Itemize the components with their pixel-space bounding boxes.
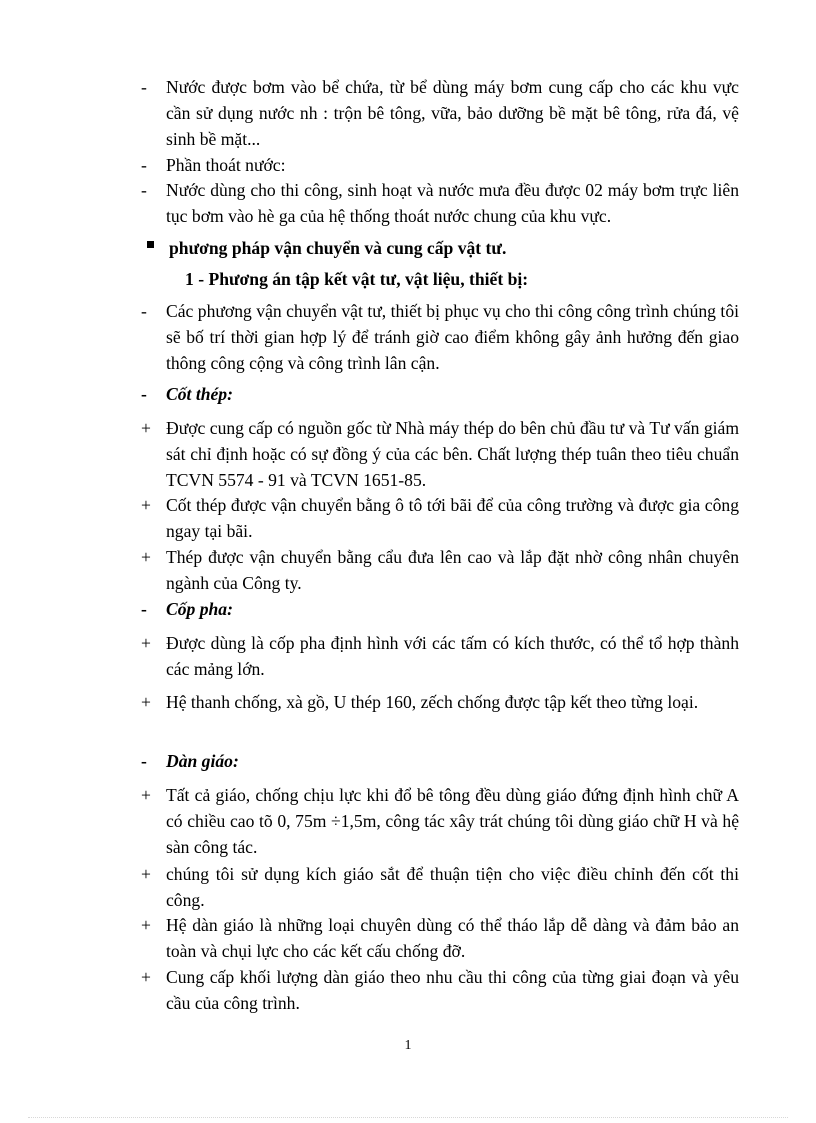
dash-marker: - <box>141 599 147 619</box>
bullet-item <box>141 596 739 622</box>
plus-item <box>141 630 739 682</box>
subsection-label: Cốp pha: <box>166 599 233 619</box>
plus-marker: + <box>141 418 151 438</box>
plus-marker: + <box>141 633 151 653</box>
bullet-text: Nước dùng cho thi công, sinh hoạt và nước mưa đều được 02 máy bơm trực liên tục bơm vào hè ga của hệ thống thoát nước chung của khu vực. <box>166 180 739 226</box>
plus-text: Được dùng là cốp pha định hình với các tấm có kích thước, có thể tổ hợp thành các mảng lớn. <box>166 633 739 679</box>
plus-item <box>141 964 739 1016</box>
plus-marker: + <box>141 915 151 935</box>
bullet-text: Phần thoát nước: <box>166 155 286 175</box>
dash-marker: - <box>141 180 147 200</box>
plus-marker: + <box>141 967 151 987</box>
page-bottom-divider <box>28 1117 788 1118</box>
plus-text: Tất cả giáo, chống chịu lực khi đổ bê tông đều dùng giáo đứng định hình chữ A có chiều cao tõ 0, 75m ÷1,5m, công tác xây trát chúng tôi dùng giáo chữ H và hệ sàn công tác. <box>166 785 739 857</box>
page-number: 1 <box>404 1038 412 1053</box>
bullet-item <box>141 152 739 178</box>
plus-text: chúng tôi sử dụng kích giáo sắt để thuận tiện cho việc điều chỉnh đến cốt thi công. <box>166 864 739 910</box>
plus-text: Cung cấp khối lượng dàn giáo theo nhu cầu thi công của từng giai đoạn và yêu cầu của công trình. <box>166 967 739 1013</box>
subsection-label: Cốt thép: <box>166 384 233 404</box>
square-bullet-icon <box>147 241 154 248</box>
plus-marker: + <box>141 785 151 805</box>
dash-marker: - <box>141 155 147 175</box>
bullet-item <box>141 74 739 152</box>
plus-text: Thép được vận chuyển bằng cẩu đưa lên cao và lắp đặt nhờ công nhân chuyên ngành của Công ty. <box>166 547 739 593</box>
plus-text: Hệ thanh chống, xà gồ, U thép 160, zếch chống được tập kết theo từng loại. <box>166 692 699 712</box>
bullet-item <box>141 298 739 376</box>
plus-text: Được cung cấp có nguồn gốc từ Nhà máy thép do bên chủ đầu tư và Tư vấn giám sát chỉ định hoặc có sự đồng ý của các bên. Chất lượng thép tuân theo tiêu chuẩn TCVN 5574 - 91 và TCVN 1651-85. <box>166 418 739 490</box>
plus-item <box>141 782 739 860</box>
subsection-label: Dàn giáo: <box>166 751 239 771</box>
plus-item <box>141 689 739 715</box>
dash-marker: - <box>141 301 147 321</box>
dash-marker: - <box>141 77 147 97</box>
plus-marker: + <box>141 547 151 567</box>
bullet-item <box>141 381 739 407</box>
subsection-heading: 1 - Phương án tập kết vật tư, vật liệu, thiết bị: <box>185 269 529 289</box>
plus-item <box>141 912 739 964</box>
plus-marker: + <box>141 864 151 884</box>
bullet-text: Các phương vận chuyển vật tư, thiết bị phục vụ cho thi công công trình chúng tôi sẽ bố trí thời gian hợp lý để tránh giờ cao điểm không gây ảnh hưởng đến giao thông công cộng và công trình lân cận. <box>166 301 739 373</box>
bullet-item <box>141 177 739 229</box>
bullet-text: Nước được bơm vào bể chứa, từ bể dùng máy bơm cung cấp cho các khu vực cần sử dụng nước nh : trộn bê tông, vữa, bảo dưỡng bề mặt bê tông, rửa đá, vệ sinh bề mặt... <box>166 77 739 149</box>
plus-item <box>141 861 739 913</box>
plus-item <box>141 544 739 596</box>
plus-text: Hệ dàn giáo là những loại chuyên dùng có thể tháo lắp dễ dàng và đảm bảo an toàn và chụi lực cho các kết cấu chống đỡ. <box>166 915 739 961</box>
plus-text: Cốt thép được vận chuyển bằng ô tô tới bãi để của công trường và được gia công ngay tại bãi. <box>166 495 739 541</box>
dash-marker: - <box>141 751 147 771</box>
dash-marker: - <box>141 384 147 404</box>
plus-marker: + <box>141 692 151 712</box>
plus-item <box>141 492 739 544</box>
section-heading: phương pháp vận chuyển và cung cấp vật tư. <box>169 238 507 258</box>
plus-item <box>141 415 739 493</box>
plus-marker: + <box>141 495 151 515</box>
bullet-item <box>141 748 739 774</box>
